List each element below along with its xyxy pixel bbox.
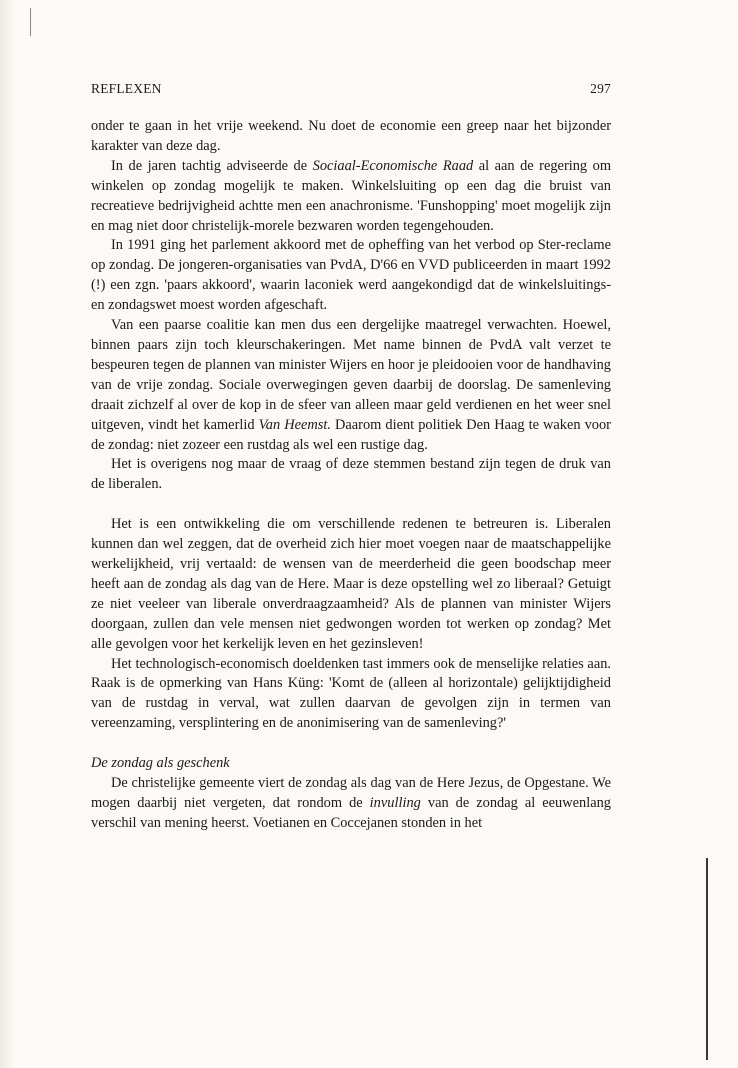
body-text <box>91 117 611 834</box>
section-break-2 <box>91 734 611 754</box>
scan-margin-mark-top <box>30 8 31 36</box>
paragraph-4-emphasis: Van Heemst. <box>258 416 331 433</box>
paragraph-3: In 1991 ging het parlement akkoord met de opheffing van het verbod op Ster-reclame op zondag. De jongeren-organisaties van PvdA, D'66 en VVD publiceerden in maart 1992 (!) een zgn. 'paars akkoord', waarin laconiek werd aangekondigd dat de winkelsluitings- en zondagswet moest worden afgeschaft. <box>91 237 611 314</box>
page-edge-shadow <box>0 0 14 1068</box>
section-heading <box>91 754 611 774</box>
running-title: REFLEXEN <box>91 81 162 96</box>
paragraph-2-text-a: In de jaren tachtig adviseerde de <box>111 157 313 174</box>
paragraph-1: onder te gaan in het vrije weekend. Nu doet de economie een greep naar het bijzonder karakter van deze dag. <box>91 118 611 154</box>
paragraph-7: Het technologisch-economisch doeldenken tast immers ook de menselijke relaties aan. Raak is de opmerking van Hans Küng: 'Komt de (alleen al horizontale) gelijktijdigheid van de rustdag in verval, wat zullen daarvan de gevolgen zijn in termen van vereenzaming, versplintering en de anonimisering van de samenleving?' <box>91 655 611 732</box>
paragraph-5: Het is overigens nog maar de vraag of deze stemmen bestand zijn tegen de druk van de liberalen. <box>91 456 611 493</box>
paragraph-2-emphasis: Sociaal-Economische Raad <box>312 157 474 174</box>
paragraph-4-text-b: Daarom dient politiek Den Haag te waken voor de zondag: niet zozeer een rustdag als wel een rustige dag. <box>91 416 611 453</box>
paragraph-4 <box>91 316 611 455</box>
page-number: 297 <box>590 81 611 96</box>
section-break <box>91 495 611 515</box>
paragraph-6: Het is een ontwikkeling die om verschillende redenen te betreuren is. Liberalen kunnen dan wel zeggen, dat de overheid zich hier moet voegen naar de maatschappelijke werkelijkheid, vrij vertaald: de wensen van de meerderheid die geen boodschap meer heeft aan de zondag als dag van de Here. Maar is deze opstelling wel zo liberaal? Getuigt ze niet veeleer van liberale onverdraagzaamheid? Als de plannen van minister Wijers doorgaan, zullen dan vele mensen niet gedwongen worden tot werken op zondag? Met alle gevolgen voor het kerkelijk leven en het gezinsleven! <box>91 516 611 652</box>
paragraph-4-text-a: Van een paarse coalitie kan men dus een dergelijke maatregel verwachten. Hoewel, binnen paars zijn toch kleurschakeringen. Met name binnen de PvdA valt verzet te bespeuren tegen de plannen van minister Wijers en hoor je pleidooien voor de handhaving van de vrije zondag. Sociale overwegingen geven daarbij de doorslag. De samenleving draait zichzelf al over de kop in de sfeer van alleen maar geld verdienen en het weer snel uitgeven, vindt het kamerlid <box>91 317 611 433</box>
paragraph-8-text-a: De christelijke gemeente viert de zondag als dag van de Here Jezus, de Opgestane. We mogen daarbij niet vergeten, dat rondom de <box>91 775 611 811</box>
paragraph-8-text-b: van de zondag al eeuwenlang verschil van mening heerst. Voetianen en Coccejanen stonden in het <box>91 795 611 831</box>
paragraph-2-text-b: al aan de regering om winkelen op zondag mogelijk te maken. Winkelsluiting op een dag die bruist van recreatieve bedrijvigheid achtte men een anachronisme. 'Funshopping' moet mogelijk zijn en mag niet door christelijk-morele bezwaren worden tegengehouden. <box>91 157 612 234</box>
scan-margin-mark-bottom <box>706 858 708 1060</box>
paragraph-2 <box>91 157 611 237</box>
paragraph-8 <box>91 774 611 834</box>
paragraph-8-emphasis: invulling <box>369 795 421 811</box>
section-heading-text: De zondag als geschenk <box>91 755 230 772</box>
